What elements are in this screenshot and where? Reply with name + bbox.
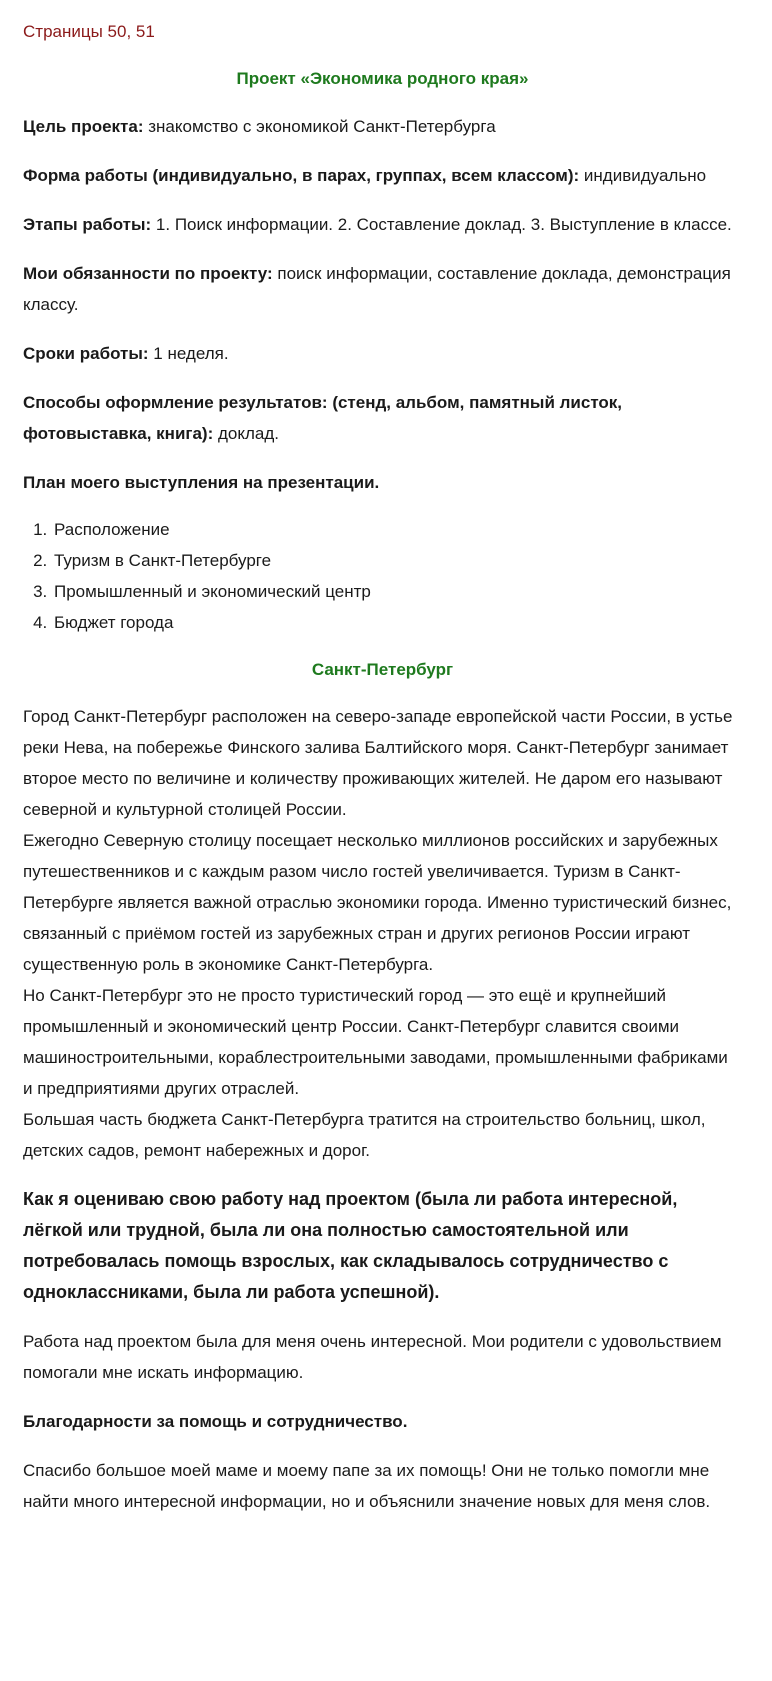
body-paragraph: Но Санкт-Петербург это не просто туристический город — это ещё и крупнейший промышленный и экономический центр России. Санкт-Петербург славится своими машиностроительными, кораблестроительными заводами, промышленными фабриками и предприятиями других отраслей.	[23, 986, 728, 1098]
evaluation-heading: Как я оцениваю свою работу над проектом (была ли работа интересной, лёгкой или трудной, была ли она полностью самостоятельной или потребовалась помощь взрослых, как складывалось сотрудничество с одноклассниками, была ли работа успешной).	[23, 1189, 678, 1302]
plan-item: 4. Бюджет города	[52, 607, 742, 638]
body-paragraph: Ежегодно Северную столицу посещает несколько миллионов российских и зарубежных путешественников и с каждым разом число гостей увеличивается. Туризм в Санкт-Петербурге является важной отраслью экономики города. Именно туристический бизнес, связанный с приёмом гостей из зарубежных стран и других регионов России играют существенную роль в экономике Санкт-Петербурга.	[23, 831, 732, 974]
field-stages	[23, 209, 742, 240]
field-duration	[23, 338, 742, 369]
field-value: 1 неделя.	[148, 344, 229, 363]
field-goal	[23, 111, 742, 142]
body-paragraph: Город Санкт-Петербург расположен на северо-западе европейской части России, в устье реки Нева, на побережье Финского залива Балтийского моря. Санкт-Петербург занимает второе место по величине и количеству проживающих жителей. Не даром его называют северной и культурной столицей России.	[23, 707, 733, 819]
field-label: Цель проекта:	[23, 117, 144, 136]
field-label: Форма работы (индивидуально, в парах, группах, всем классом):	[23, 166, 580, 185]
pages-label: Страницы 50, 51	[23, 22, 155, 41]
field-value: индивидуально	[579, 166, 707, 185]
field-label: Мои обязанности по проекту:	[23, 264, 273, 283]
plan-item: 2. Туризм в Санкт-Петербурге	[52, 545, 742, 576]
field-label: Способы оформление результатов: (стенд, альбом, памятный листок, фотовыставка, книга):	[23, 393, 623, 443]
field-label: Сроки работы:	[23, 344, 149, 363]
field-value: доклад.	[213, 424, 279, 443]
field-value: знакомство с экономикой Санкт-Петербурга	[143, 117, 496, 136]
plan-list	[23, 514, 742, 638]
plan-item: 1. Расположение	[52, 514, 742, 545]
field-work-form	[23, 160, 742, 191]
body-paragraph: Большая часть бюджета Санкт-Петербурга тратится на строительство больниц, школ, детских садов, ремонт набережных и дорог.	[23, 1110, 706, 1160]
field-value: поиск информации, составление доклада, демонстрация классу.	[23, 264, 731, 314]
evaluation-text: Работа над проектом была для меня очень интересной. Мои родители с удовольствием помогали мне искать информацию.	[23, 1332, 722, 1382]
plan-item: 3. Промышленный и экономический центр	[52, 576, 742, 607]
section-title: Санкт-Петербург	[311, 660, 454, 679]
thanks-text: Спасибо большое моей маме и моему папе за их помощь! Они не только помогли мне найти много интересной информации, но и объяснили значение новых для меня слов.	[23, 1461, 711, 1511]
section-body	[23, 701, 742, 1166]
field-label: Этапы работы:	[23, 215, 152, 234]
field-value: 1. Поиск информации. 2. Составление доклад. 3. Выступление в классе.	[151, 215, 732, 234]
field-duties	[23, 258, 742, 320]
plan-heading: План моего выступления на презентации.	[23, 473, 380, 492]
thanks-heading: Благодарности за помощь и сотрудничество.	[23, 1412, 408, 1431]
field-result-format	[23, 387, 742, 449]
project-title: Проект «Экономика родного края»	[236, 69, 529, 88]
